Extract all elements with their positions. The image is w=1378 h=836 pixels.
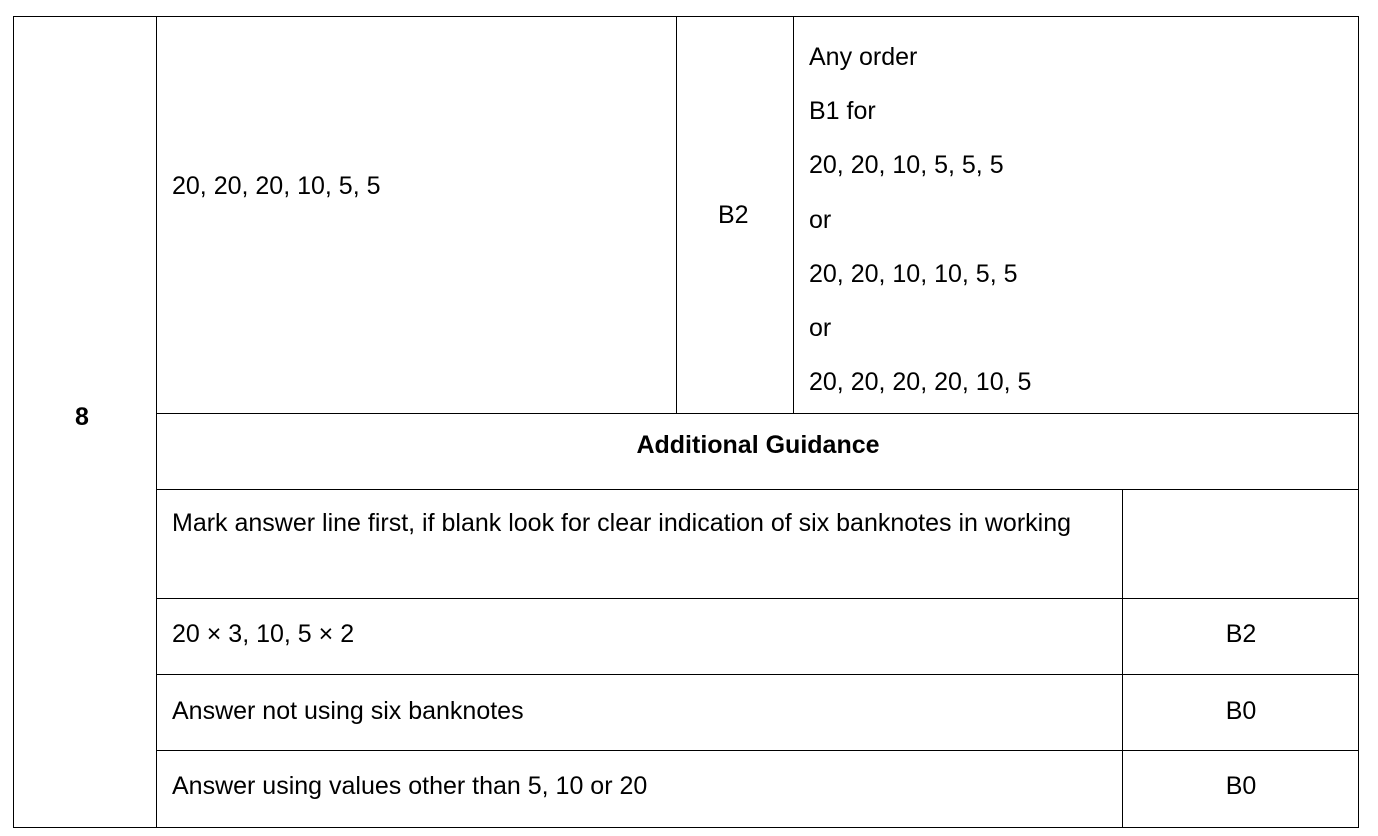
note-line: 20, 20, 20, 20, 10, 5 [809,368,1032,397]
note-line: or [809,205,832,234]
divider-guidance-title [156,489,1359,490]
marking-notes [809,30,1031,409]
divider-guidance-row-1 [156,598,1359,599]
divider-question-column [156,16,157,828]
divider-guidance-row-2 [156,674,1359,675]
guidance-intro: Mark answer line first, if blank look for clear indication of six banknotes in working [172,509,1072,537]
answer-text: 20, 20, 20, 10, 5, 5 [172,172,381,200]
note-line: B1 for [809,97,876,126]
divider-guidance-row-3 [156,750,1359,751]
guidance-row-text: Answer not using six banknotes [172,697,524,725]
guidance-row-mark: B2 [1225,620,1257,648]
guidance-row-text: 20 × 3, 10, 5 × 2 [172,620,355,648]
guidance-heading: Additional Guidance [636,431,880,459]
divider-mark-notes [793,16,794,413]
note-line: 20, 20, 10, 5, 5, 5 [809,151,1004,180]
divider-answer-mark [676,16,677,413]
answer-mark: B2 [718,201,749,229]
note-line: 20, 20, 10, 10, 5, 5 [809,259,1018,288]
guidance-row-mark: B0 [1225,772,1257,800]
question-number: 8 [75,403,89,431]
note-line: or [809,314,832,343]
guidance-row-mark: B0 [1225,697,1257,725]
divider-top-section [156,413,1359,414]
note-line: Any order [809,43,918,71]
guidance-row-text: Answer using values other than 5, 10 or 20 [172,772,648,800]
